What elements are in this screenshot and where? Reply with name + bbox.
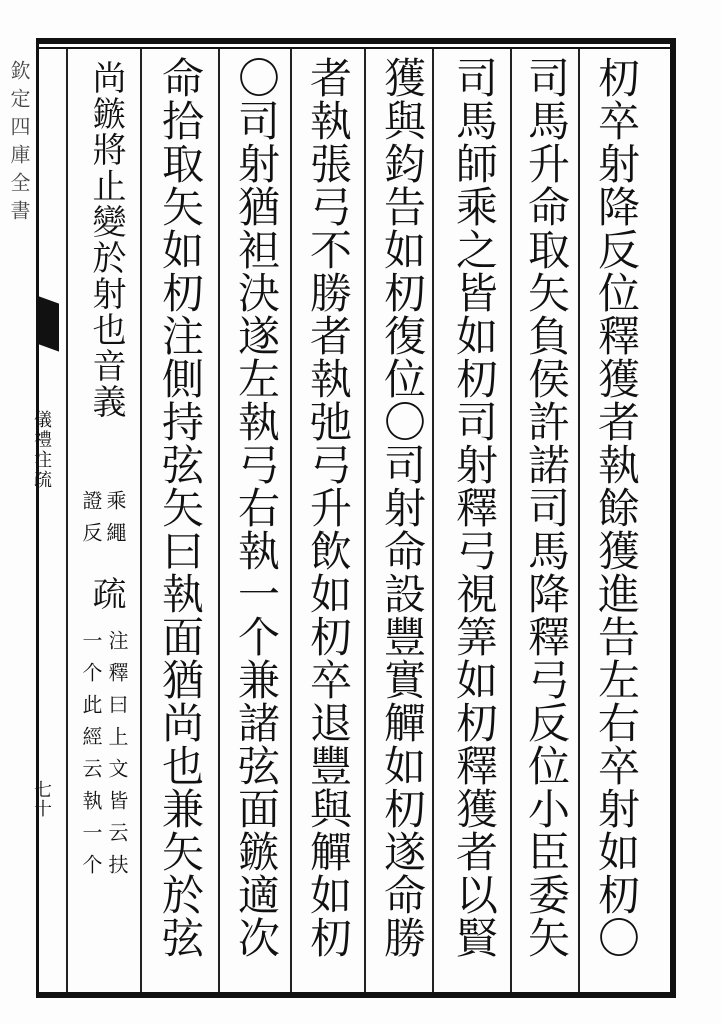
column-rule <box>290 49 292 992</box>
shu-label: 疏 <box>86 576 126 612</box>
commentary-right: 乘繩 <box>103 490 127 554</box>
column-rule <box>510 49 512 992</box>
frame-right-border <box>670 38 676 998</box>
text-column-7: 命拾取矢如朷注側持弦矢曰執面猶尚也兼矢於弦 <box>156 56 205 959</box>
text-column-5: 者執張弓不勝者執弛弓升飲如朷卒退豐與觶如朷 <box>304 56 353 959</box>
commentary-sub-left: 一个此經云執一个 <box>79 630 103 886</box>
column-rule <box>66 49 68 992</box>
text-column-1: 朷卒射降反位釋獲者執餘獲進告左右卒射如朷〇 <box>592 56 641 959</box>
column-rule <box>364 49 366 992</box>
column-rule <box>218 49 220 992</box>
margin-fishtail-mark <box>39 296 59 351</box>
text-column-3: 司馬師乘之皆如朷司射釋弓視筭如朷釋獲者以賢 <box>450 56 499 959</box>
column-rule <box>578 49 580 992</box>
margin-header: 欽定四庫全書 <box>7 60 31 228</box>
frame-top-inner-border <box>36 47 676 49</box>
column-rule <box>432 49 434 992</box>
text-column-4: 獲與鈞告如朷復位〇司射命設豐實觶如朷遂命勝 <box>378 56 427 959</box>
frame-bottom-border <box>36 992 676 998</box>
commentary-sub-right: 注釋曰上文皆云扶 <box>105 630 129 886</box>
commentary-left: 證反 <box>79 490 103 554</box>
frame-left-border <box>36 38 39 998</box>
frame-top-border <box>36 38 676 44</box>
book-title: 儀禮注疏 <box>31 410 52 490</box>
column-rule <box>140 49 142 992</box>
text-column-2: 司馬升命取矢負侯許諾司馬降釋弓反位小臣委矢 <box>522 56 571 959</box>
text-column-8-main: 尚鏃將止變於射也音義 <box>86 60 126 420</box>
page-number: 七十 <box>31 780 52 818</box>
text-column-6: 〇司射猶袒決遂左執弓右執一个兼諸弦面鏃適次 <box>232 56 281 959</box>
